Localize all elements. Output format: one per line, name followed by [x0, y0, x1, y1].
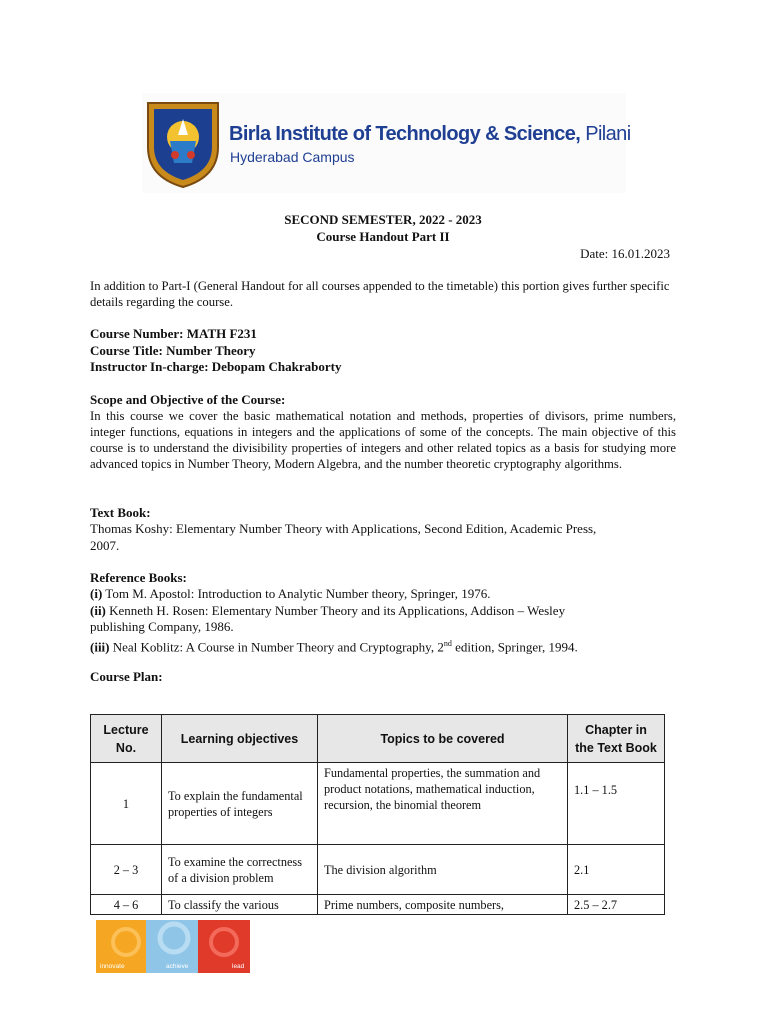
footer-logo-strip	[96, 920, 250, 973]
course-title: Course Title: Number Theory	[90, 343, 256, 358]
chapter-cell: 2.5 – 2.7	[568, 895, 665, 915]
footer-word-achieve: achieve	[166, 963, 189, 970]
campus-name: Hyderabad Campus	[230, 149, 355, 165]
objective-cell: To classify the various	[162, 895, 318, 915]
footer-word-innovate: innovate	[100, 963, 125, 970]
textbook-heading: Text Book:	[90, 505, 151, 520]
instructor-in-charge: Instructor In-charge: Debopam Chakraborty	[90, 359, 342, 374]
column-header-lecture: Lecture No.	[91, 715, 162, 763]
table-row	[91, 763, 665, 845]
table-row	[91, 895, 665, 915]
objective-cell: To explain the fundamental properties of integers	[162, 763, 318, 845]
column-header-chapter: Chapter in the Text Book	[568, 715, 665, 763]
topics-cell: Fundamental properties, the summation and product notations, mathematical induction, recursion, the binomial theorem	[318, 763, 568, 845]
semester-title: SECOND SEMESTER, 2022 - 2023	[284, 212, 482, 227]
chapter-cell: 2.1	[568, 845, 665, 895]
bits-seal-logo	[144, 97, 222, 189]
footer-word-lead: lead	[232, 963, 245, 970]
chapter-cell: 1.1 – 1.5	[568, 763, 665, 845]
course-plan-table	[90, 714, 665, 915]
column-header-topics: Topics to be covered	[318, 715, 568, 763]
lecture-cell: 1	[91, 763, 162, 845]
textbook-line-1: Thomas Koshy: Elementary Number Theory with Applications, Second Edition, Academic Press,	[90, 521, 597, 536]
reference-item-2: (ii) Kenneth H. Rosen: Elementary Number Theory and its Applications, Addison – Wesley	[90, 603, 566, 618]
handout-subtitle: Course Handout Part II	[316, 229, 450, 244]
handout-date: Date: 16.01.2023	[580, 246, 670, 261]
lecture-cell: 4 – 6	[91, 895, 162, 915]
column-header-objectives: Learning objectives	[162, 715, 318, 763]
reference-item-1: (i) Tom M. Apostol: Introduction to Analytic Number theory, Springer, 1976.	[90, 586, 491, 601]
reference-heading: Reference Books:	[90, 570, 187, 585]
reference-item-2-cont: publishing Company, 1986.	[90, 619, 234, 634]
topics-cell: Prime numbers, composite numbers,	[318, 895, 568, 915]
institute-logo-band	[142, 93, 631, 193]
course-number: Course Number: MATH F231	[90, 326, 257, 341]
topics-cell: The division algorithm	[318, 845, 568, 895]
scope-paragraph: In this course we cover the basic mathematical notation and methods, properties of divisors, prime numbers, integer functions, equations in integers and the applications of some of the concepts. The main objective of this course is to understand the divisibility properties of integers and other related topics as a basis for studying more advanced topics in Number Theory, Modern Algebra, and the number theoretic cryptography algorithms.	[90, 409, 676, 471]
objective-cell: To examine the correctness of a division problem	[162, 845, 318, 895]
reference-item-3: (iii) Neal Koblitz: A Course in Number Theory and Cryptography, 2nd edition, Springer, 1994.	[90, 639, 578, 655]
scope-heading: Scope and Objective of the Course:	[90, 392, 286, 407]
institute-name: Birla Institute of Technology & Science, Pilani	[229, 123, 631, 145]
table-row	[91, 845, 665, 895]
textbook-line-2: 2007.	[90, 538, 120, 553]
table-header-row	[91, 715, 665, 763]
course-plan-heading: Course Plan:	[90, 669, 163, 684]
intro-paragraph: In addition to Part-I (General Handout for all courses appended to the timetable) this portion gives further specific details regarding the course.	[90, 279, 670, 309]
lecture-cell: 2 – 3	[91, 845, 162, 895]
